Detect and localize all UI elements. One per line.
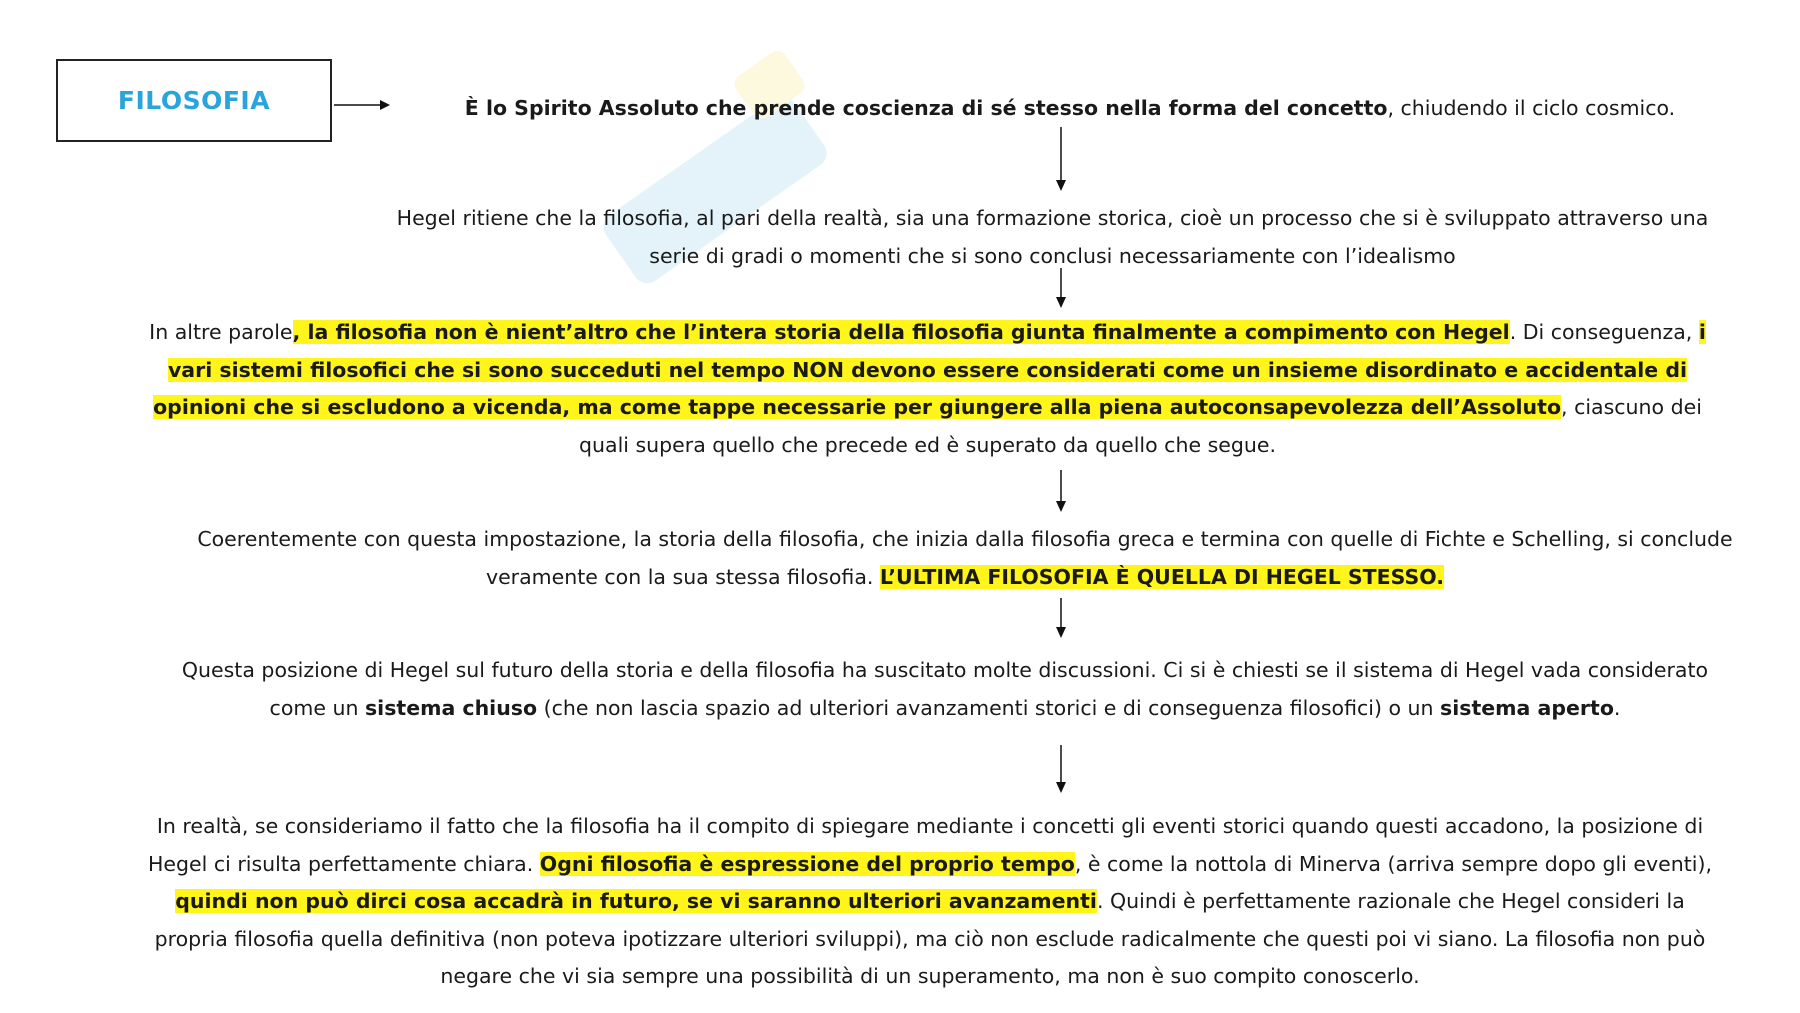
- down-arrow-icon: [1053, 745, 1069, 793]
- paragraph-definition: [420, 90, 1720, 128]
- highlight-text: quindi non può dirci cosa accadrà in futuro, se vi saranno ulteriori avanzamenti: [175, 889, 1097, 913]
- text: (che non lascia spazio ad ulteriori avanzamenti storici e di conseguenza filosofici) o un: [537, 695, 1441, 720]
- highlight-text: L’ULTIMA FILOSOFIA È QUELLA DI HEGEL STESSO.: [879, 564, 1445, 589]
- text: In altre parole: [149, 320, 293, 344]
- title-text: FILOSOFIA: [117, 86, 271, 115]
- text: .: [1613, 695, 1621, 720]
- down-arrow-icon: [1053, 127, 1069, 191]
- text: , chiudendo il ciclo cosmico.: [1387, 96, 1676, 120]
- text: Coerentemente con questa impostazione, la storia della filosofia, che inizia dalla filosofia greca e termina con quelle di Fichte e Schelling, si conclude veramente con la sua stessa filosofia.: [197, 527, 1733, 589]
- text: , ciascuno dei quali supera quello che precede ed è superato da quello che segue.: [579, 395, 1702, 457]
- highlight-text: i vari sistemi filosofici che si sono succeduti nel tempo NON devono essere considerati come un insieme disordinato e accidentale di opinioni che si escludono a vicenda, ma come tappe necessarie per giungere alla piena autoconsapevolezza dell’Assoluto: [153, 320, 1706, 419]
- down-arrow-icon: [1053, 470, 1069, 512]
- highlight-text: Ogni filosofia è espressione del proprio tempo: [539, 851, 1075, 876]
- text: . Quindi è perfettamente razionale che Hegel consideri la propria filosofia quella definitiva (non poteva ipotizzare ulteriori sviluppi), ma ciò non esclude radicalmente che questi poi vi siano. La filosofia non può negare che vi sia sempre una possibilità di un superamento, ma non è suo compito conoscerlo.: [154, 889, 1706, 988]
- text: Hegel ritiene che la filosofia, al pari della realtà, sia una formazione storica, cioè un processo che si è sviluppato attraverso una serie di gradi o momenti che si sono conclusi necessariamente con l’idealismo: [396, 206, 1709, 268]
- highlight-text: , la filosofia non è nient’altro che l’intera storia della filosofia giunta finalmente a compimento con Hegel: [292, 320, 1510, 344]
- text: Questa posizione di Hegel sul futuro della storia e della filosofia ha suscitato molte discussioni. Ci si è chiesti se il sistema di Hegel vada considerato come un: [181, 658, 1709, 720]
- watermark-logo: [560, 40, 870, 340]
- text-bold: sistema aperto: [1440, 695, 1614, 720]
- down-arrow-icon: [1053, 598, 1069, 638]
- text: In realtà, se consideriamo il fatto che la filosofia ha il compito di spiegare mediante i concetti gli eventi storici quando questi accadono, la posizione di Hegel ci risulta perfettamente chiara.: [148, 814, 1704, 876]
- paragraph-in-realta: [140, 808, 1720, 996]
- text: , è come la nottola di Minerva (arriva sempre dopo gli eventi),: [1074, 851, 1712, 876]
- paragraph-sistema: [160, 652, 1730, 727]
- paragraph-coerentemente: [180, 521, 1750, 596]
- paragraph-hegel-storia: [380, 200, 1725, 275]
- down-arrow-icon: [1053, 268, 1069, 308]
- title-box: [56, 59, 332, 142]
- text-bold: sistema chiuso: [364, 695, 538, 720]
- text: . Di conseguenza,: [1509, 320, 1699, 344]
- text-bold: È lo Spirito Assoluto che prende coscienza di sé stesso nella forma del concetto: [464, 96, 1388, 120]
- right-arrow-icon: [334, 96, 390, 114]
- paragraph-altre-parole: [140, 314, 1715, 464]
